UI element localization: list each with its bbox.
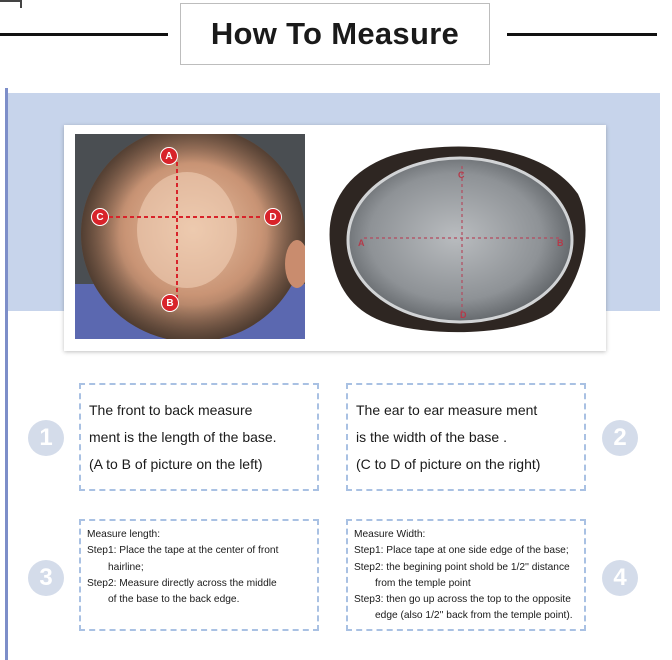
step-2-box [346,383,586,491]
point-c: C [91,208,109,226]
measure-width-step2-cont: from the temple point [375,577,471,589]
step-2-line-2: is the width of the base . [356,429,507,445]
measure-width-step3: Step3: then go up across the top to the opposite [354,594,571,606]
point-d: D [264,208,282,226]
measure-width-box [346,519,586,631]
corner-mark [0,0,22,8]
step-number-3: 3 [28,560,64,596]
header-box [180,3,490,65]
step-1-line-1: The front to back measure [89,402,253,418]
page-title: How To Measure [210,16,460,51]
head-measure-lines [75,134,305,339]
header-rule-right [507,33,657,36]
measure-length-step1-cont: hairline; [108,561,144,573]
measure-length-step1: Step1: Place the tape at the center of front [87,545,279,557]
measure-width-step3-cont: edge (also 1/2'' back from the temple point). [375,610,573,622]
step-number-1: 1 [28,420,64,456]
step-1-line-2: ment is the length of the base. [89,429,277,445]
step-1-box [79,383,319,491]
photo-card [64,125,606,351]
label-c: C [458,170,465,180]
measure-length-step2-cont: of the base to the back edge. [108,594,240,606]
label-a: A [358,238,365,248]
step-1-line-3: (A to B of picture on the left) [89,456,263,472]
measure-width-step2: Step2: the begining point shold be 1/2'' distance [354,561,570,573]
step-2-line-1: The ear to ear measure ment [356,402,538,418]
header-rule-left [0,33,168,36]
step-2-line-3: (C to D of picture on the right) [356,456,541,472]
point-a: A [160,147,178,165]
step-number-2: 2 [602,420,638,456]
hairpiece-photo [320,134,596,339]
measure-width-title: Measure Width: [354,529,426,540]
head-photo [75,134,305,339]
measure-length-title: Measure length: [87,529,161,540]
measure-length-step2: Step2: Measure directly across the middle [87,577,277,589]
point-b: B [161,294,179,312]
label-d: D [460,310,467,320]
step-number-4: 4 [602,560,638,596]
measure-width-step1: Step1: Place tape at one side edge of the base; [354,545,569,557]
measure-length-box [79,519,319,631]
label-b: B [557,238,564,248]
hairpiece-illustration [320,134,596,339]
